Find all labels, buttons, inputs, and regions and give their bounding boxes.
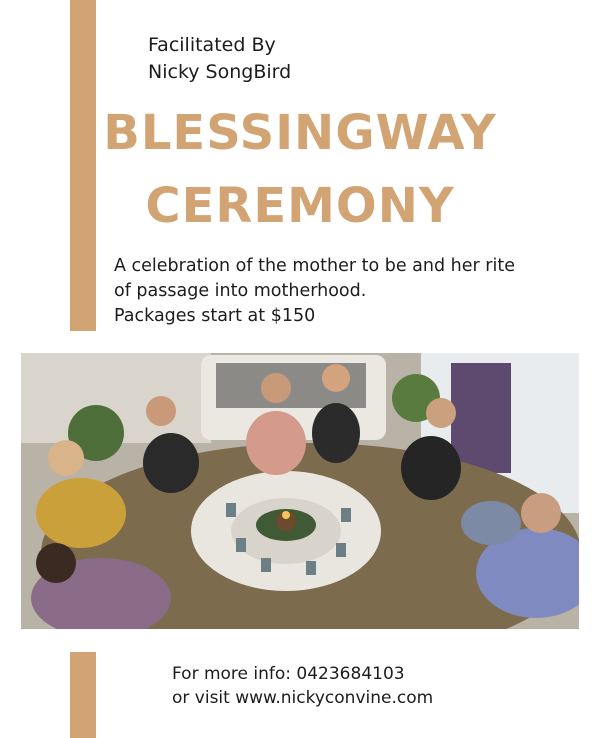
contact-block bbox=[172, 662, 433, 710]
title-line-2: CEREMONY bbox=[145, 178, 455, 234]
accent-bar-bottom bbox=[70, 652, 96, 738]
price-line: Packages start at $150 bbox=[114, 306, 316, 326]
contact-phone: For more info: 0423684103 bbox=[172, 664, 405, 684]
description-line-2: of passage into motherhood. bbox=[114, 281, 367, 301]
ceremony-photo-illustration bbox=[21, 353, 579, 629]
description-line-1: A celebration of the mother to be and her rite bbox=[114, 256, 515, 276]
ceremony-photo bbox=[21, 353, 579, 629]
description-block bbox=[114, 254, 584, 329]
title-line-1: BLESSINGWAY bbox=[103, 105, 497, 161]
accent-bar-top bbox=[70, 0, 96, 331]
facilitator-name: Nicky SongBird bbox=[148, 61, 292, 83]
facilitator-block bbox=[148, 32, 291, 86]
contact-website: or visit www.nickyconvine.com bbox=[172, 688, 434, 708]
facilitator-line-1: Facilitated By bbox=[148, 34, 276, 56]
